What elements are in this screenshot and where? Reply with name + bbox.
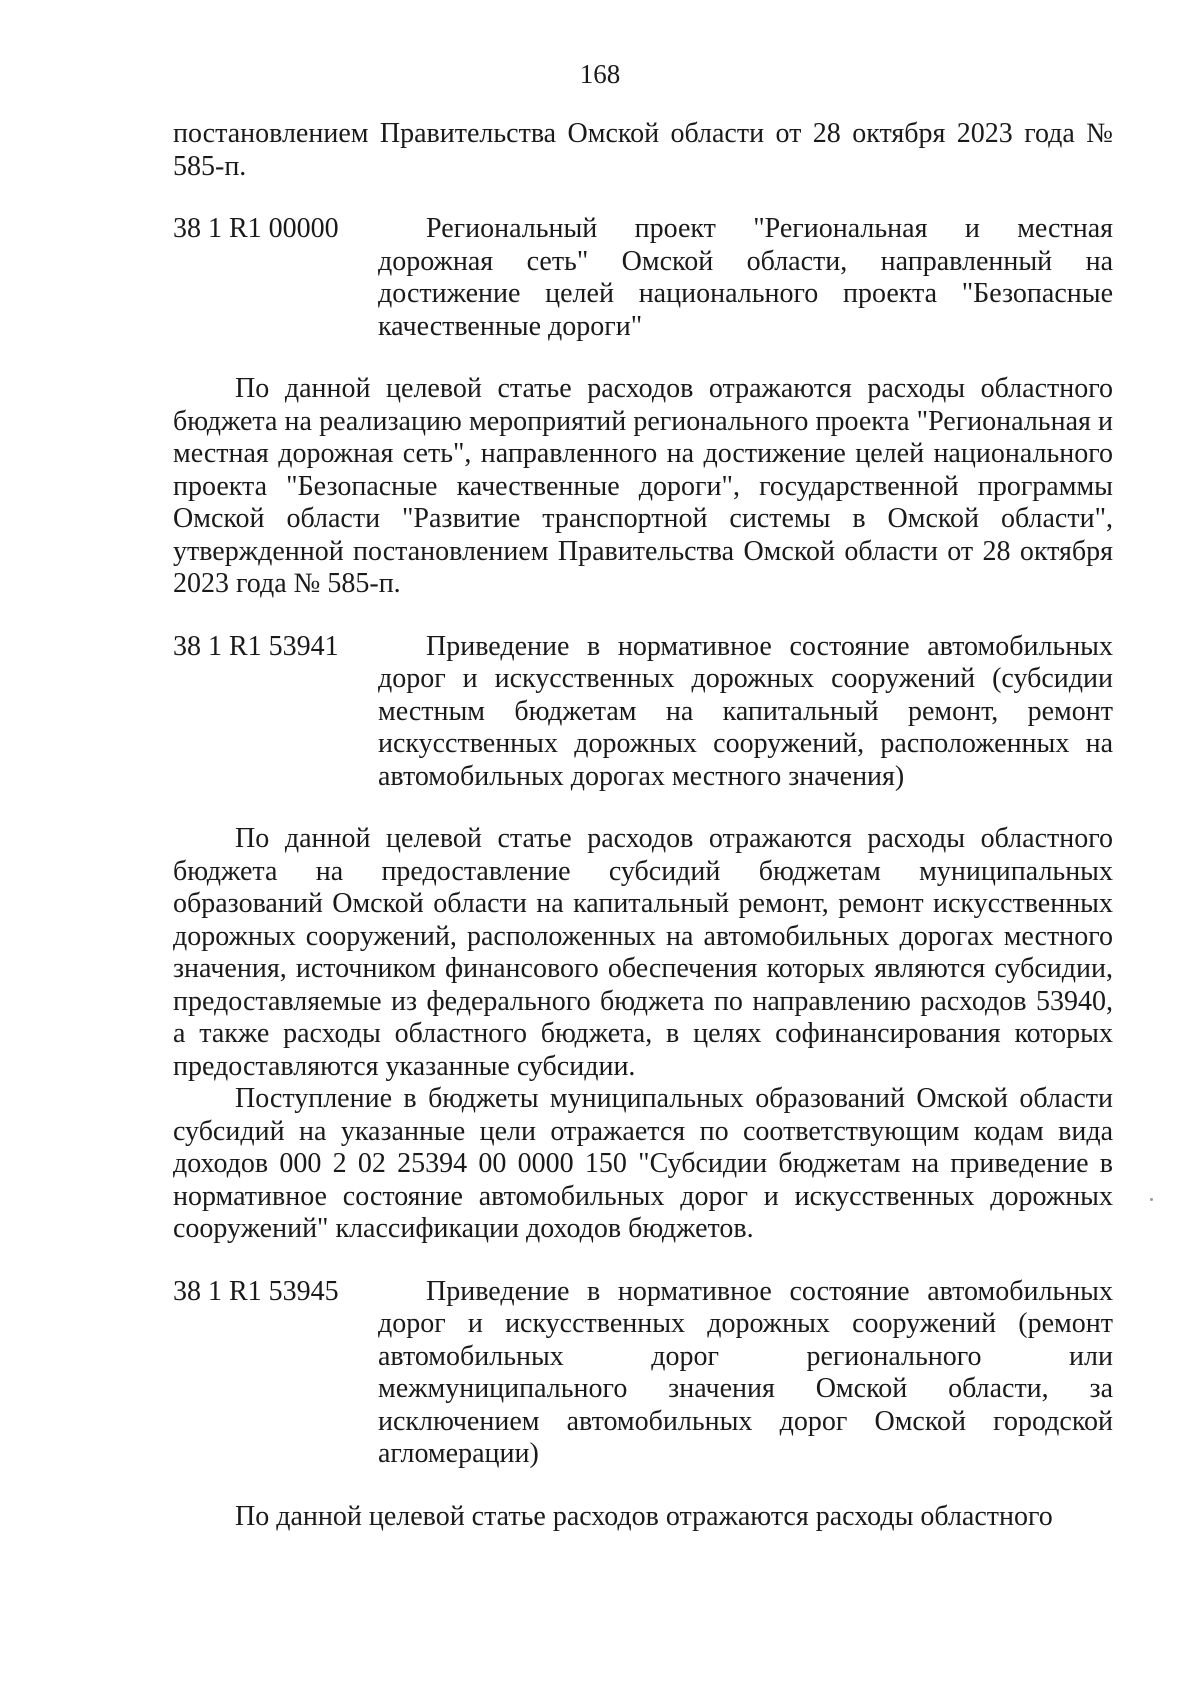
spacer bbox=[173, 1471, 1113, 1501]
entry-title: Приведение в нормативное состояние автомобильных дорог и искусственных дорожных сооружений (ремонт автомобильных дорог регионального или межмуниципального значения Омской области, за исключением автомобильных дорог Омской городской агломерации) bbox=[378, 1275, 1113, 1469]
scan-speck bbox=[1150, 1198, 1153, 1201]
entry-code: 38 1 R1 53945 bbox=[173, 1275, 339, 1307]
paragraph-expense-description: По данной целевой статье расходов отражаются расходы областного бюджета на реализацию мероприятий регионального проекта "Региональная и местная дорожная сеть", направленного на достижение целей национального проекта "Безопасные качественные дороги", государственной программы Омской области "Развитие транспортной системы в Омской области", утвержденной постановлением Правительства Омской области от 28 октября 2023 года № 585-п. bbox=[173, 373, 1113, 599]
paragraph-revenue-description: Поступление в бюджеты муниципальных образований Омской области субсидий на указанные цели отражается по соответствующим кодам вида доходов 000 2 02 25394 00 0000 150 "Субсидии бюджетам на приведение в нормативное состояние автомобильных дорог и искусственных дорожных сооружений" классификации доходов бюджетов. bbox=[173, 1083, 1113, 1244]
spacer bbox=[173, 343, 1113, 373]
entry-code: 38 1 R1 53941 bbox=[173, 630, 339, 662]
budget-entry-38-1-r1-00000 bbox=[173, 213, 1113, 343]
entry-code: 38 1 R1 00000 bbox=[173, 213, 339, 244]
budget-entry-38-1-r1-53945 bbox=[173, 1276, 1113, 1471]
budget-entry-38-1-r1-53941 bbox=[173, 631, 1113, 794]
paragraph-expense-description: По данной целевой статье расходов отражаются расходы областного bbox=[235, 1500, 1053, 1532]
spacer bbox=[173, 601, 1113, 631]
document-body bbox=[173, 118, 1113, 1533]
spacer bbox=[173, 183, 1113, 213]
paragraph-expense-description: По данной целевой статье расходов отражаются расходы областного бюджета на предоставление субсидий бюджетам муниципальных образований Омской области на капитальный ремонт, ремонт искусственных дорожных сооружений, расположенных на автомобильных дорогах местного значения, источником финансового обеспечения которых являются субсидии, предоставляемые из федерального бюджета по направлению расходов 53940, а также расходы областного бюджета, в целях софинансирования которых предоставляются указанные субсидии. bbox=[173, 823, 1113, 1082]
spacer bbox=[173, 1246, 1113, 1276]
entry-title: Приведение в нормативное состояние автомобильных дорог и искусственных дорожных сооружений (субсидии местным бюджетам на капитальный ремонт, ремонт искусственных дорожных сооружений, расположенных на автомобильных дорогах местного значения) bbox=[378, 630, 1113, 792]
entry-title: Региональный проект "Региональная и местная дорожная сеть" Омской области, направленный на достижение целей национального проекта "Безопасные качественные дороги" bbox=[378, 213, 1113, 342]
spacer bbox=[173, 793, 1113, 823]
paragraph-continuation: постановлением Правительства Омской области от 28 октября 2023 года № 585-п. bbox=[173, 118, 1113, 182]
page-number: 168 bbox=[579, 59, 621, 89]
